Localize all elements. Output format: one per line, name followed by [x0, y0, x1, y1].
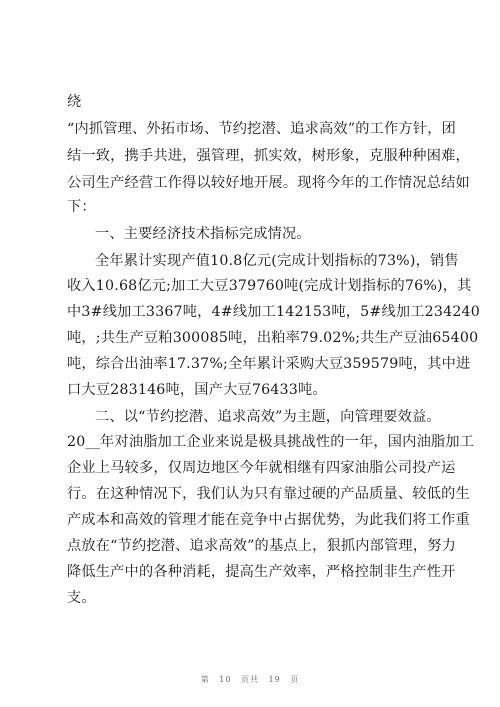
- text-line: 下：: [67, 199, 96, 215]
- text-line: 中3#线加工3367吨，4#线加工142153吨，5#线加工234240: [67, 304, 480, 320]
- text-line: 降低生产中的各种消耗，提高生产效率，严格控制非生产性开: [67, 564, 456, 580]
- text-line: 支。: [67, 590, 96, 606]
- text-line: 口大豆283146吨，国产大豆76433吨。: [67, 382, 327, 398]
- text-line: 点放在“节约挖潜、追求高效”的基点上，狠抓内部管理，努力: [67, 538, 456, 554]
- text-line: 产成本和高效的管理才能在竞争中占据优势，为此我们将工作重: [67, 512, 470, 528]
- footer-suffix: 页: [290, 675, 300, 684]
- section-heading: 一、主要经济技术指标完成情况。: [95, 226, 311, 242]
- text-line: 结一致，携手共进，强管理，抓实效，树形象，克服种种困难，: [67, 148, 470, 164]
- text-line: 企业上马较多，仅周边地区今年就相继有四家油脂公司投产运: [67, 460, 456, 476]
- text-line: 行。在这种情况下，我们认为只有靠过硬的产品质量、较低的生: [67, 486, 470, 502]
- text-line: 收入10.68亿元;加工大豆379760吨(完成计划指标的76%)，其: [67, 278, 472, 294]
- text-line: 绕: [67, 94, 82, 110]
- text-line: “内抓管理、外拓市场、节约挖潜、追求高效”的工作方针，团: [67, 121, 456, 137]
- footer-middle: 页共: [241, 675, 259, 684]
- text-line: 吨，综合出油率17.37%;全年累计采购大豆359579吨，其中进: [67, 356, 471, 372]
- page-footer: [0, 674, 500, 685]
- footer-prefix: 第: [200, 675, 210, 684]
- text-line: 公司生产经营工作得以较好地开展。现将今年的工作情况总结如: [67, 175, 470, 191]
- total-pages: 19: [268, 675, 281, 684]
- text-line: 吨，;共生产豆粕300085吨，出粕率79.02%;共生产豆油65400: [67, 330, 479, 346]
- text-line: 20__年对油脂加工企业来说是极具挑战性的一年，国内油脂加工: [67, 434, 475, 450]
- page-number: 10: [219, 675, 232, 684]
- text-line: 全年累计实现产值10.8亿元(完成计划指标的73%)，销售: [95, 253, 459, 269]
- section-heading: 二、以“节约挖潜、追求高效”为主题，向管理要效益。: [95, 409, 441, 425]
